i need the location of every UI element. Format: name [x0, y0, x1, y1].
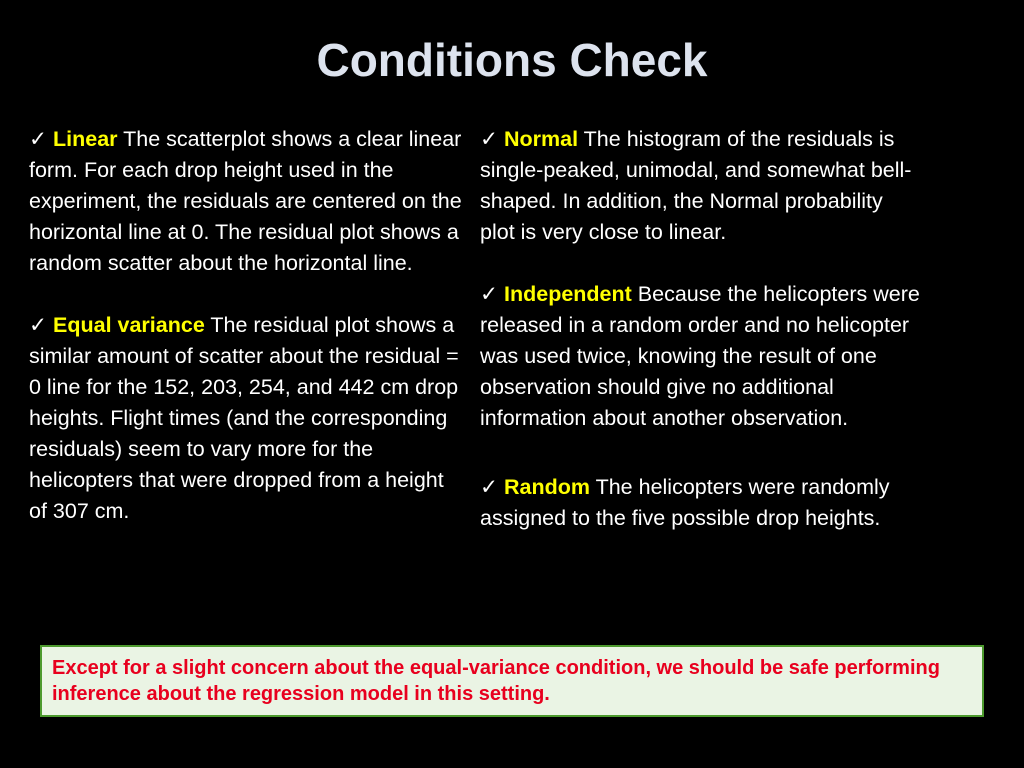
left-column — [29, 124, 465, 527]
condition-independent — [480, 279, 920, 434]
condition-random — [480, 472, 920, 534]
condition-name-random: Random — [504, 475, 590, 499]
condition-linear — [29, 124, 465, 279]
checkmark-icon: ✓ — [29, 313, 48, 337]
condition-text-normal: The histogram of the residuals is single-peaked, unimodal, and somewhat bell-shaped. In addition, the Normal probability plot is very close to linear. — [480, 127, 912, 244]
condition-text-independent: Because the helicopters were released in a random order and no helicopter was used twice, knowing the result of one observation should give no additional information about another observation. — [480, 282, 920, 430]
right-column — [480, 124, 920, 534]
checkmark-icon: ✓ — [480, 475, 499, 499]
summary-box: Except for a slight concern about the equal-variance condition, we should be safe performing inference about the regression model in this setting. — [40, 645, 984, 717]
condition-name-independent: Independent — [504, 282, 632, 306]
slide-title: Conditions Check — [316, 34, 708, 86]
checkmark-icon: ✓ — [480, 282, 499, 306]
condition-text-linear: The scatterplot shows a clear linear form. For each drop height used in the experiment, the residuals are centered on the horizontal line at 0. The residual plot shows a random scatter about the horizontal line. — [29, 127, 462, 275]
condition-name-linear: Linear — [53, 127, 118, 151]
condition-name-equal-variance: Equal variance — [53, 313, 205, 337]
condition-text-random: The helicopters were randomly assigned to the five possible drop heights. — [480, 475, 890, 530]
condition-equal-variance — [29, 310, 465, 527]
condition-name-normal: Normal — [504, 127, 579, 151]
condition-text-equal-variance: The residual plot shows a similar amount of scatter about the residual = 0 line for the 152, 203, 254, and 442 cm drop heights. Flight times (and the corresponding residuals) seem to vary more for the helicopters that were dropped from a height of 307 cm. — [29, 313, 459, 523]
condition-normal — [480, 124, 920, 248]
checkmark-icon: ✓ — [480, 127, 499, 151]
checkmark-icon: ✓ — [29, 127, 48, 151]
